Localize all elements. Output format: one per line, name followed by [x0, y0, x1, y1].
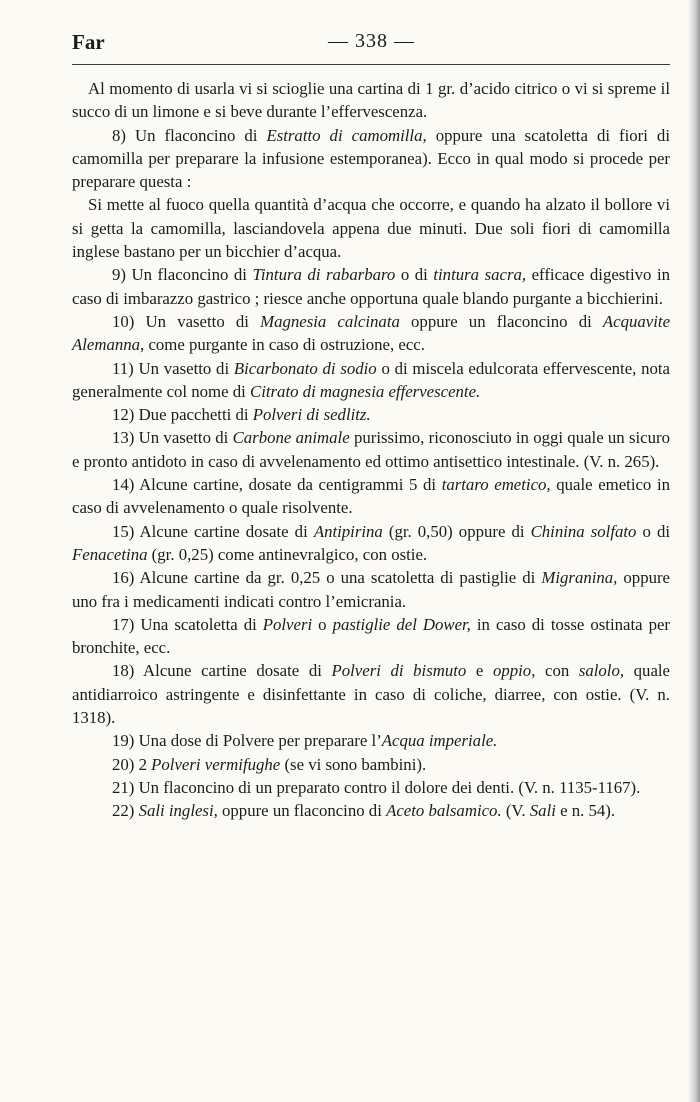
- text-run: 18) Alcune cartine dosate di: [112, 661, 332, 681]
- text-run: in caso di tosse ostinata per bronchite, ecc.: [72, 614, 671, 658]
- text-run: 13) Un vasetto di: [112, 428, 233, 448]
- paragraph: [72, 753, 670, 776]
- italic-term: Citrato di magnesia effervescente.: [250, 381, 481, 401]
- italic-term: Polveri di sedlitz.: [252, 405, 371, 425]
- header-rule: [72, 64, 670, 65]
- body-text: [72, 77, 670, 823]
- italic-term: Polveri: [262, 614, 313, 634]
- text-run: 19) Una dose di Polvere per preparare l’: [112, 731, 382, 751]
- italic-term: Sali: [529, 801, 556, 821]
- italic-term: Estratto di camomilla,: [266, 125, 427, 145]
- text-run: 9) Un flaconcino di: [112, 265, 253, 285]
- text-run: oppure uno fra i medicamenti indicati contro l’emicrania.: [72, 568, 671, 611]
- text-run: 8) Un flaconcino di: [112, 125, 267, 145]
- running-head: Far: [72, 30, 105, 54]
- italic-term: Polveri di bismuto: [331, 661, 467, 681]
- italic-term: Polveri vermifughe: [151, 754, 281, 774]
- paragraph: [72, 403, 670, 426]
- text-run: 14) Alcune cartine, dosate da centigrammi 5 di: [112, 475, 442, 495]
- paragraph: [72, 310, 670, 357]
- italic-term: Chinina solfato: [530, 521, 637, 541]
- text-run: 20) 2: [112, 754, 152, 774]
- text-run: (gr. 0,25) come antinevralgico, con ostie.: [147, 544, 428, 564]
- text-run: (gr. 0,50) oppure di: [382, 521, 531, 541]
- paragraph: [72, 426, 670, 473]
- text-run: o: [312, 614, 333, 634]
- italic-term: Antipirina: [313, 521, 383, 541]
- paragraph: [72, 613, 670, 660]
- italic-term: salolo,: [578, 661, 625, 681]
- page-number: — 338 —: [328, 30, 415, 52]
- italic-term: tintura sacra,: [433, 265, 527, 285]
- paragraph: [72, 263, 670, 310]
- text-run: oppure un flaconcino di: [217, 801, 387, 821]
- text-run: oppure un flaconcino di: [399, 311, 603, 331]
- italic-term: Carbone animale: [232, 428, 350, 448]
- text-run: 17) Una scatoletta di: [112, 614, 263, 634]
- text-run: o di: [636, 521, 671, 541]
- text-run: con: [535, 661, 579, 681]
- text-run: 21) Un flaconcino di un preparato contro il dolore dei denti. (V. n. 1135-1167).: [112, 777, 641, 797]
- italic-term: Magnesia calcinata: [260, 311, 400, 331]
- italic-term: Bicarbonato di sodio: [233, 358, 377, 378]
- text-run: (se vi sono bambini).: [280, 754, 427, 774]
- paragraph: [72, 473, 670, 520]
- paragraph: [72, 729, 670, 752]
- paragraph: [72, 520, 670, 567]
- paragraph: [72, 77, 670, 124]
- text-run: e n. 54).: [555, 801, 616, 821]
- italic-term: Acquavite Alemanna,: [72, 311, 671, 355]
- page-header: [72, 30, 670, 60]
- text-run: quale emetico in caso di avvelenamento o quale risolvente.: [72, 475, 670, 518]
- paragraph: [72, 357, 670, 404]
- italic-term: oppio,: [492, 661, 536, 681]
- paragraph: [72, 124, 670, 194]
- text-run: o di: [395, 265, 434, 285]
- text-run: 22): [112, 801, 139, 821]
- italic-term: Migranina,: [541, 568, 618, 588]
- italic-term: Tintura di rabarbaro: [252, 265, 396, 285]
- paragraph: [72, 193, 670, 263]
- text-run: (V.: [501, 801, 530, 821]
- text-run: Al momento di usarla vi si scioglie una cartina di 1 gr. d’acido citrico o vi si spreme il succo di un limone e si beve durante l’effervescenza.: [72, 79, 670, 122]
- text-run: come purgante in caso di ostruzione, ecc.: [144, 335, 425, 355]
- italic-term: pastiglie del Dower,: [332, 614, 471, 634]
- text-run: 10) Un vasetto di: [112, 311, 261, 331]
- paragraph: [72, 776, 670, 799]
- italic-term: Sali inglesi,: [138, 801, 218, 821]
- paragraph: [72, 799, 670, 822]
- page-edge-shadow: [688, 0, 700, 1102]
- paragraph: [72, 659, 670, 729]
- text-run: oppure una scatoletta di fiori di camomilla per preparare la infusione estemporanea). Ecco in qual modo si procede per preparare questa :: [72, 125, 670, 192]
- text-run: 16) Alcune cartine da gr. 0,25 o una scatoletta di pastiglie di: [112, 568, 542, 588]
- paragraph: [72, 566, 670, 613]
- text-run: 12) Due pacchetti di: [112, 405, 253, 425]
- text-run: purissimo, riconosciuto in oggi quale un sicuro e pronto antidoto in caso di avvelenamento ed ottimo antisettico intestinale. (V. n. 265).: [72, 428, 670, 471]
- italic-term: Acqua imperiale.: [381, 731, 498, 751]
- text-run: efficace digestivo in caso di imbarazzo gastrico ; riesce anche opportuna quale blando purgante a bicchierini.: [72, 265, 670, 308]
- text-run: 11) Un vasetto di: [112, 358, 234, 378]
- italic-term: Aceto balsamico.: [386, 801, 502, 821]
- text-run: o di miscela edulcorata effervescente, nota generalmente col nome di: [72, 358, 670, 401]
- text-run: 15) Alcune cartine dosate di: [112, 521, 314, 541]
- italic-term: tartaro emetico,: [441, 475, 551, 495]
- italic-term: Fenacetina: [72, 544, 148, 564]
- text-run: e: [466, 661, 493, 681]
- text-run: Si mette al fuoco quella quantità d’acqua che occorre, e quando ha alzato il bollore vi si getta la camomilla, lasciandovela appena due minuti. Due soli fiori di camomilla inglese bastano per un bicchier d’acqua.: [72, 195, 670, 262]
- text-run: quale antidiarroico astringente e disinfettante in caso di coliche, diarree, con ostie. (V. n. 1318).: [72, 661, 671, 728]
